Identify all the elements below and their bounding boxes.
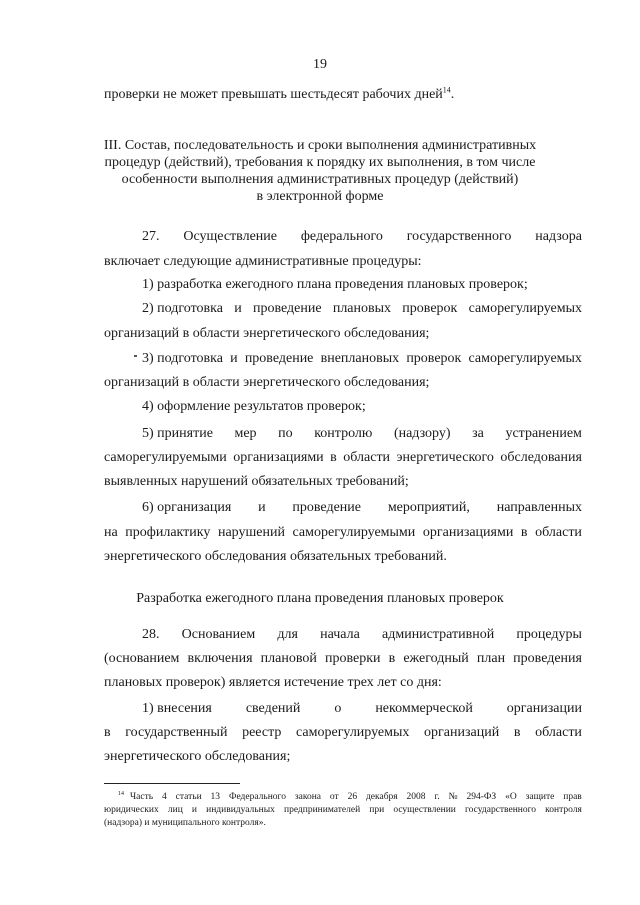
word: некоммерческой xyxy=(375,701,473,716)
word: сведений xyxy=(245,701,301,716)
word: (основанием xyxy=(104,651,180,666)
word: индивидуальных xyxy=(206,805,275,815)
word: 28. xyxy=(142,627,160,642)
word: план xyxy=(476,651,506,666)
word: устранением xyxy=(505,426,582,441)
list-item-5-line: выявленных нарушений обязательных требований; xyxy=(104,474,409,489)
word: статьи xyxy=(175,792,202,802)
word: энергетического xyxy=(396,450,494,465)
word: ежегодный xyxy=(403,651,469,666)
word: 2008 xyxy=(406,792,426,802)
word: 2) подготовка xyxy=(142,301,223,316)
word: области xyxy=(535,725,582,740)
list-item-1: 1) разработка ежегодного плана проведения плановых проверок; xyxy=(142,277,528,292)
word: декабря xyxy=(365,792,398,802)
word: 294-ФЗ xyxy=(466,792,497,802)
word: внеплановых xyxy=(320,351,400,366)
word: 13 xyxy=(210,792,221,802)
word: Федерального xyxy=(228,792,286,802)
word: государственного xyxy=(406,229,512,244)
subsection-heading: Разработка ежегодного плана проведения плановых проверок xyxy=(136,591,504,606)
list-item-3-line xyxy=(142,350,582,368)
word: саморегулируемыми xyxy=(104,450,227,465)
footnote-separator xyxy=(104,783,240,784)
page-number: 19 xyxy=(313,57,327,72)
paragraph-28-line xyxy=(142,626,582,644)
word: Осуществление xyxy=(183,229,277,244)
word: предпринимателей xyxy=(283,805,361,815)
word: осуществлении xyxy=(393,805,456,815)
word: контролю xyxy=(314,426,373,441)
word: в xyxy=(104,725,111,740)
word: Часть xyxy=(130,792,154,802)
word: о xyxy=(334,701,342,716)
word: нарушений xyxy=(217,525,285,540)
word: саморегулируемых xyxy=(468,301,582,316)
word: саморегулируемых xyxy=(468,351,582,366)
list-item-2-line: организаций в области энергетического обследования; xyxy=(104,326,430,341)
word: от xyxy=(329,792,339,802)
word: саморегулируемыми xyxy=(292,525,416,540)
list-item-4: 4) оформление результатов проверок; xyxy=(142,399,366,414)
section-heading-line: в электронной форме xyxy=(256,189,384,204)
word: и xyxy=(230,351,238,366)
word: профилактику xyxy=(125,525,211,540)
word: и xyxy=(234,301,242,316)
word: юридических xyxy=(104,805,159,815)
word: надзора xyxy=(535,229,582,244)
paragraph-28-sub1-line xyxy=(142,700,582,718)
word: проверок xyxy=(406,351,462,366)
word: процедуры xyxy=(516,627,582,642)
word: контроля xyxy=(545,805,582,815)
paragraph-28-line xyxy=(104,650,582,668)
word: 27. xyxy=(142,229,160,244)
word: проведение xyxy=(244,351,314,366)
word: проведение xyxy=(252,301,322,316)
word: мер xyxy=(234,426,257,441)
word: плановой xyxy=(260,651,317,666)
footnote-mark-group xyxy=(118,791,124,803)
word: административной xyxy=(382,627,495,642)
list-item-6-line: энергетического обследования обязательных требований. xyxy=(104,549,447,564)
word: государственный xyxy=(125,725,228,740)
footnote-line xyxy=(130,791,582,803)
scan-speck xyxy=(134,355,137,357)
list-item-6-line xyxy=(142,499,582,517)
word: г. xyxy=(434,792,440,802)
word: за xyxy=(472,426,484,441)
word: саморегулируемых xyxy=(296,725,410,740)
continuation-end: . xyxy=(450,87,455,102)
word: 26 xyxy=(347,792,358,802)
section-heading-line: особенности выполнения административных процедур (действий) xyxy=(121,172,519,187)
list-item-2-line xyxy=(142,300,582,318)
word: организациями xyxy=(233,450,324,465)
footnote-line: (надзора) и муниципального контроля». xyxy=(104,818,266,828)
word: проведения xyxy=(513,651,582,666)
word: реестр xyxy=(242,725,282,740)
word: плановых xyxy=(332,301,392,316)
footnote-reference: 14 xyxy=(442,85,451,95)
word: организации xyxy=(506,701,582,716)
word: лиц xyxy=(167,805,183,815)
word: федерального xyxy=(300,229,383,244)
paragraph-28-sub1-line: энергетического обследования; xyxy=(104,749,291,764)
word: направленных xyxy=(496,500,582,515)
word: 3) подготовка xyxy=(142,351,223,366)
word: начала xyxy=(320,627,360,642)
word: 6) организация xyxy=(142,500,232,515)
word: при xyxy=(369,805,385,815)
word: (надзору) xyxy=(393,426,451,441)
paragraph-28-line: плановых проверок) является истечение трех лет со дня: xyxy=(104,675,442,690)
continuation-line xyxy=(104,86,454,104)
word: закона xyxy=(294,792,321,802)
list-item-5-line xyxy=(104,449,582,467)
word: мероприятий, xyxy=(387,500,470,515)
word: «О xyxy=(505,792,517,802)
word: обследования xyxy=(500,450,582,465)
section-heading-line: III. Состав, последовательность и сроки выполнения административных xyxy=(103,138,537,153)
word: государственного xyxy=(465,805,537,815)
word: № xyxy=(448,792,458,802)
word: защите xyxy=(525,792,555,802)
footnote-mark: 14 xyxy=(118,790,124,797)
word: проверки xyxy=(324,651,381,666)
word: в xyxy=(513,725,521,740)
word: и xyxy=(191,805,198,815)
paragraph-27-line xyxy=(142,228,582,246)
word: проверок xyxy=(402,301,458,316)
word: 5) принятие xyxy=(142,426,213,441)
continuation-text: проверки не может превышать шестьдесят рабочих дней xyxy=(104,87,443,102)
word: проведение xyxy=(292,500,361,515)
section-heading-line: процедур (действий), требования к порядку их выполнения, в том числе xyxy=(104,155,536,170)
word: и xyxy=(258,500,266,515)
word: в xyxy=(330,450,337,465)
list-item-3-line: организаций в области энергетического обследования; xyxy=(104,375,430,390)
paragraph-27-line: включает следующие административные процедуры: xyxy=(104,254,422,269)
word: по xyxy=(278,426,293,441)
word: Основанием xyxy=(181,627,256,642)
word: области xyxy=(343,450,391,465)
word: области xyxy=(535,525,582,540)
footnote-line xyxy=(104,804,582,816)
word: на xyxy=(104,525,118,540)
word: в xyxy=(388,651,396,666)
word: включения xyxy=(187,651,253,666)
word: организациями xyxy=(422,525,514,540)
list-item-6-line xyxy=(104,524,582,542)
paragraph-28-sub1-line xyxy=(104,724,582,742)
word: 4 xyxy=(161,792,167,802)
word: для xyxy=(277,627,298,642)
word: в xyxy=(520,525,528,540)
list-item-5-line xyxy=(142,425,582,443)
word: прав xyxy=(563,792,582,802)
word: 1) внесения xyxy=(142,701,212,716)
word: организаций xyxy=(424,725,500,740)
